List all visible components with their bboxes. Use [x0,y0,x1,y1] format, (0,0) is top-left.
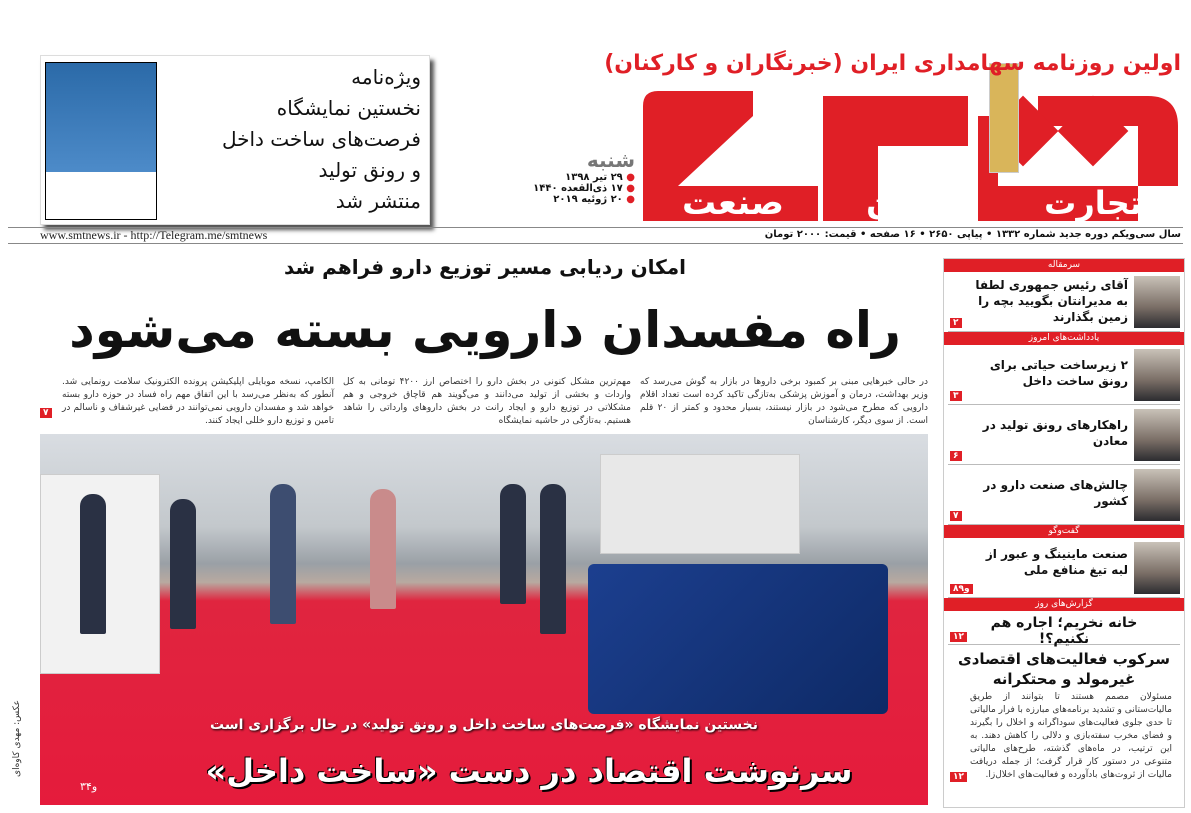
weekday: شنبه [586,148,635,172]
lunar-date: ۱۷ ذی‌القعده ۱۴۴۰ [533,183,623,194]
machine [588,564,888,714]
special-line: منتشر شد [335,189,421,213]
page-ref: ۶ [950,451,962,461]
report-item[interactable] [948,645,1180,782]
author-photo [1134,349,1180,401]
date-block: شنبه ● ۲۹ تیر ۱۳۹۸ ● ۱۷ ذی‌القعده ۱۴۴۰ ● ۲۰ ژوئیه ۲۰۱۹ [533,148,635,205]
page-ref: ۸و۹ [950,584,973,594]
lead-column-2: مهم‌ترین مشکل کنونی در بخش دارو را اختصاص ارز ۴۲۰۰ تومانی به کل واردات و بخشی از تولید می‌دانند و می‌گویند هم قاچاق خروجی و هم مشکلاتی در توزیع دارو و ایجاد رانت در بخش داروهای وارداتی را شاهد هستیم. به‌تازگی در حاشیه نمایشگاه [343,377,631,426]
issue-info: سال سی‌ویکم دوره جدید شماره ۱۳۳۲ • پیاپی ۲۶۵۰ • ۱۶ صفحه • قیمت: ۲۰۰۰ تومان [764,229,1181,240]
website-links[interactable]: www.smtnews.ir - http://Telegram.me/smtnews [40,228,268,242]
photo-kicker: نخستین نمایشگاه «فرصت‌های ساخت داخل و رونق تولید» در حال برگزاری است [210,717,758,733]
logo-word-madan: معدن [866,184,950,222]
interview-item[interactable] [948,538,1180,598]
page-ref: ۷ [950,511,962,521]
special-edition-box[interactable] [40,55,430,225]
author-photo [1134,469,1180,521]
page-ref: ۱۲ [950,632,967,642]
note-item[interactable] [948,345,1180,405]
editorial-item[interactable] [948,272,1180,332]
lead-subheadline: امکان ردیابی مسیر توزیع دارو فراهم شد [283,255,687,279]
special-line: نخستین نمایشگاه [276,96,421,120]
newspaper-logo[interactable] [638,86,1183,223]
page-ref: ۳ [950,391,962,401]
report-body: مسئولان مصمم هستند تا بتوانند از طریق مالیات‌ستانی و تشدید برنامه‌های مبارزه با فرار مالیاتی تا حدی جلوی فعالیت‌های سوداگرانه و اخلال را بگیرند و فضای مخرب سفته‌بازی و دلالی را کاهش دهند. به این ترتیب، در ماه‌های گذشته، طرح‌های مالیاتی متنوعی در دستور کار قرار گرفت؛ از جمله دریافت مالیات از ثروت‌های بادآورده و فعالیت‌های اخلال‌زا. [970,692,1172,780]
photo-credit: عکس: مهدی کاوه‌ای [12,700,22,777]
lead-photo[interactable] [40,434,928,805]
photo-page-ref: ۳و۴ [80,780,98,793]
item-title: راهکارهای رونق تولید در معادن [982,418,1128,448]
lead-column-1: در حالی خبرهایی مبنی بر کمبود برخی داروها در بازار به گوش می‌رسد که وزیر بهداشت، درمان و آموزش پزشکی به‌تازگی تاکید کرده است تعداد اقلام دارویی که مطرح می‌شود در بازار نیستند، بسیار محدود و کمتر از ۲۰ قلم است. از سوی دیگر، کارشناسان [640,377,928,426]
lead-column-3: الکامپ، نسخه موبایلی اپلیکیشن پرونده الکترونیک سلامت رونمایی شد. آنطور که به‌نظر می‌رسد با این اتفاق مهم راه فساد در حوزه دارو بسته خواهد شد و مفسدان دارویی نمی‌توانند در فضایی غیرشفاف و ناسالم در تامین و توزیع دارو خللی ایجاد کنند. [62,377,334,426]
page-ref: ۷ [40,408,52,418]
special-edition-cover-image [45,62,157,220]
logo-word-tejarat: تجارت [1044,184,1142,222]
report-item[interactable] [948,611,1180,645]
page-ref: ۲ [950,318,962,328]
report-title: سرکوب فعالیت‌های اقتصادی غیرمولد و محتکرانه [957,650,1170,688]
logo-word-sanat: صنعت [682,183,784,223]
lead-headline[interactable]: راه مفسدان دارویی بسته می‌شود [69,301,901,359]
section-label-interview: گفت‌وگو [944,525,1184,538]
item-title: ۲ زیرساخت حیاتی برای رونق ساخت داخل [989,358,1128,388]
gregorian-date: ۲۰ ژوئیه ۲۰۱۹ [553,194,623,205]
sidebar [943,258,1185,808]
author-photo [1134,409,1180,461]
item-title: صنعت ماینینگ و عبور از لبه تیغ منافع ملی [985,547,1128,577]
note-item[interactable] [948,465,1180,525]
report-title: خانه نخریم؛ اجاره هم نکنیم؟! [990,615,1138,647]
section-label-editorial: سرمقاله [944,259,1184,272]
special-line: فرصت‌های ساخت داخل [221,127,421,151]
section-label-notes: یادداشت‌های امروز [944,332,1184,345]
page-ref: ۱۲ [950,772,967,782]
photo-headline[interactable]: سرنوشت اقتصاد در دست «ساخت داخل» [205,752,853,790]
author-photo [1134,276,1180,328]
section-label-reports: گزارش‌های روز [944,598,1184,611]
special-line: و رونق تولید [318,158,421,182]
exhibition-booth [600,454,800,554]
masthead-tagline: اولین روزنامه سهامداری ایران (خبرنگاران و کارکنان) [604,51,1181,76]
item-title: چالش‌های صنعت دارو در کشور [983,478,1128,508]
solar-date: ۲۹ تیر ۱۳۹۸ [565,172,623,183]
note-item[interactable] [948,405,1180,465]
special-line: ویژه‌نامه [351,65,421,89]
author-photo [1134,542,1180,594]
divider [8,243,1183,244]
item-title: آقای رئیس جمهوری لطفا به مدیرانتان بگویید بچه را زمین بگذارند [975,278,1128,324]
